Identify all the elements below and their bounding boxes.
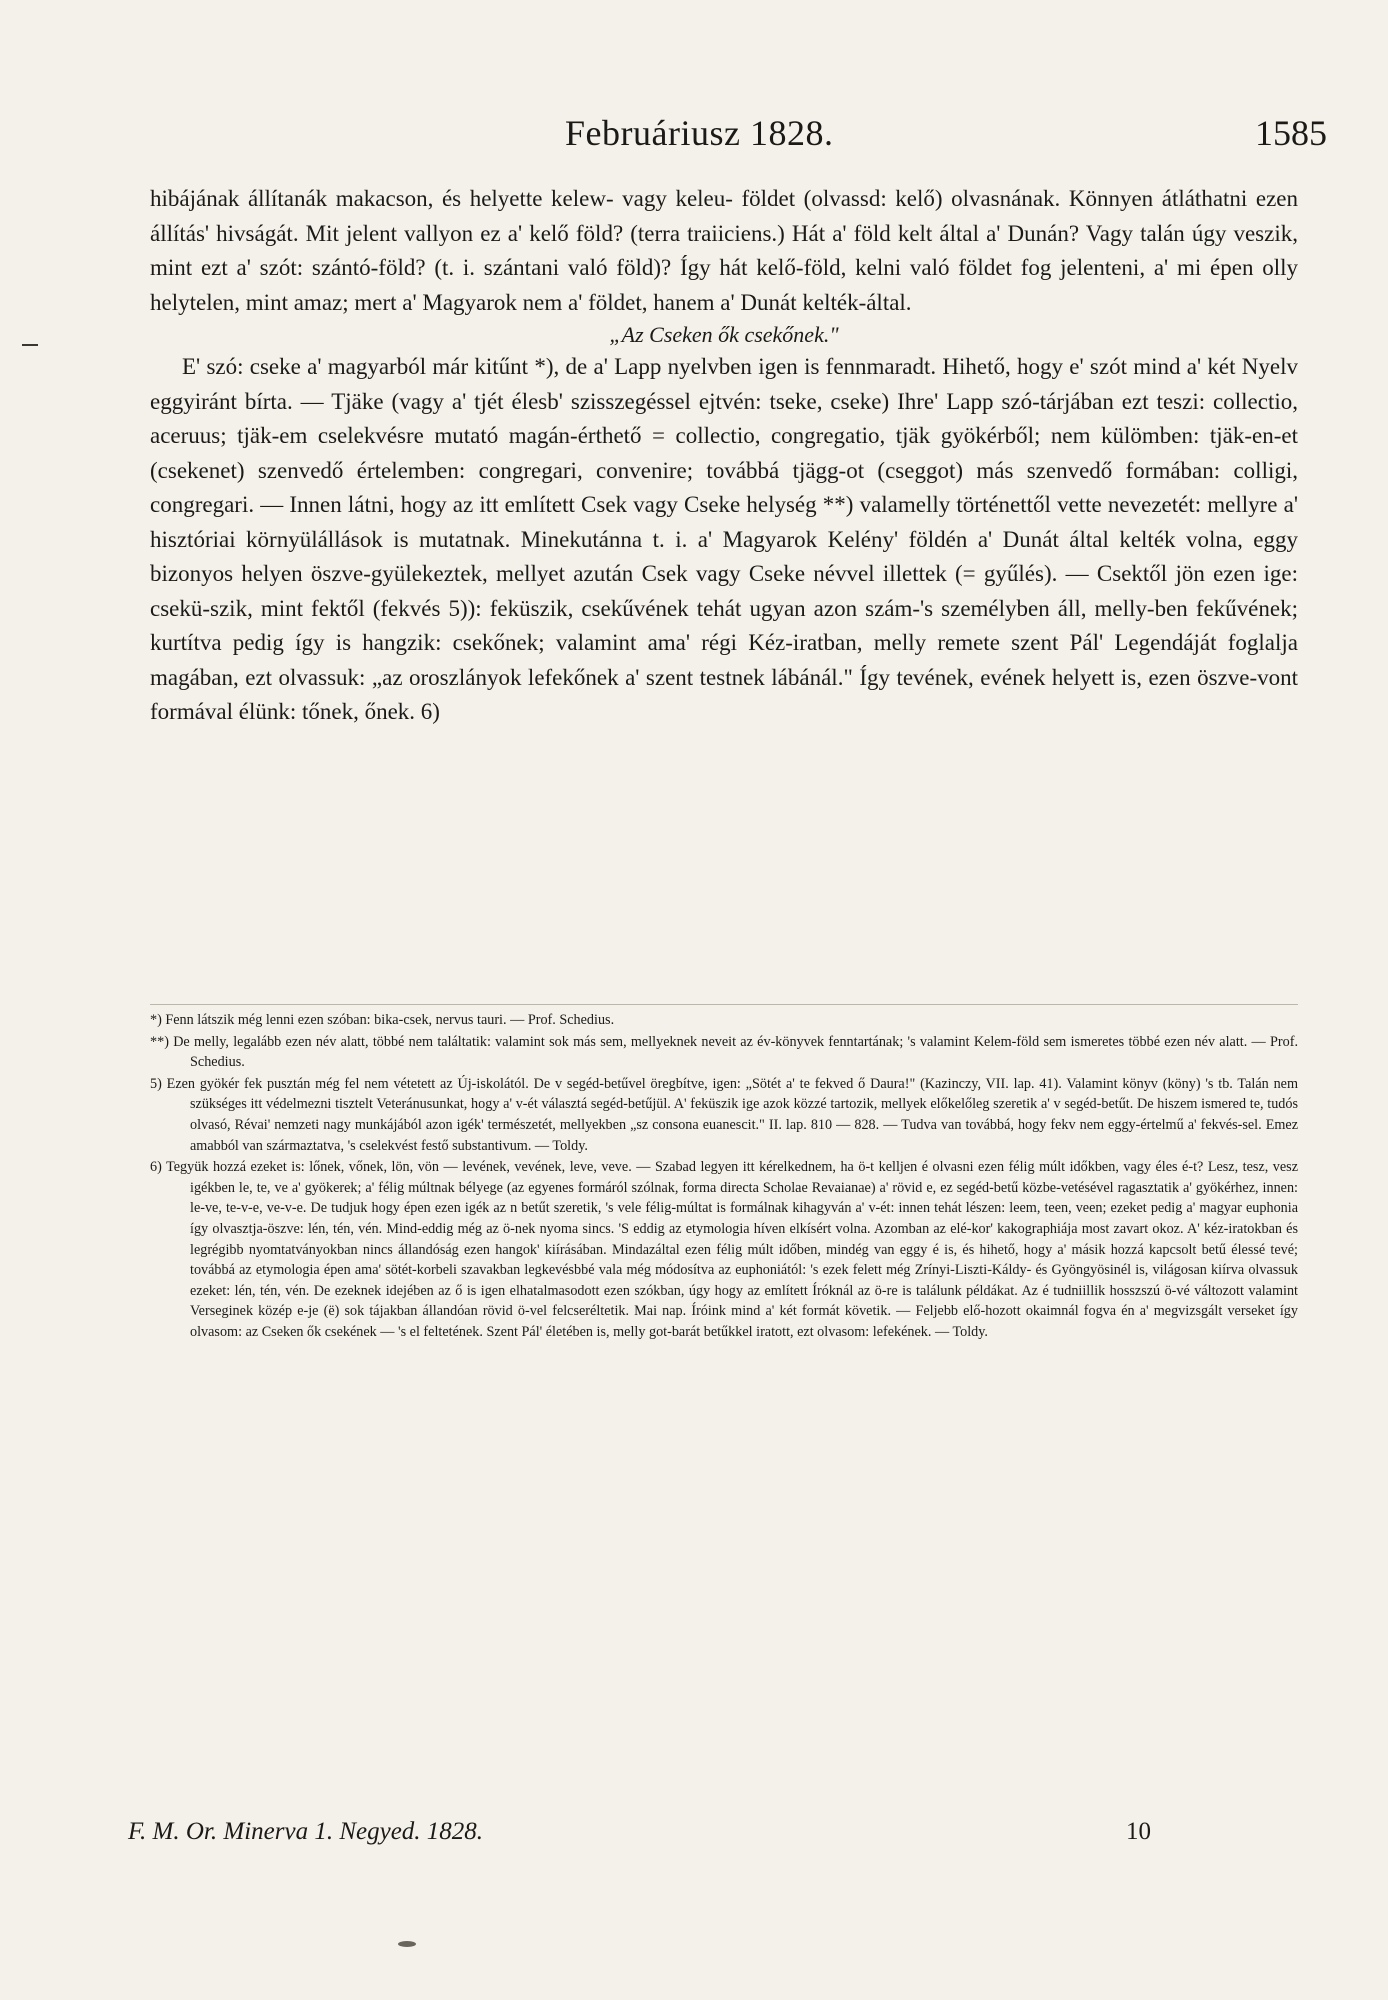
- paragraph-1: hibájának állítanák makacson, és helyette kelew- vagy keleu- földet (olvassd: kelő) olvasnának. Könnyen átláthatni ezen állítás' hivságát. Mit jelent vallyon ez a' kelő föld? (terra traiiciens.) Hát a' föld kelt által a' Dunán? Vagy talán úgy veszik, mint ezt a' szót: szántó-föld? (t. i. szántani való föld)? Így hát kelő-föld, kelni való földet fog jelenteni, a' mi épen olly helytelen, mint amaz; mert a' Magyarok nem a' földet, hanem a' Dunát kelték-által.: [150, 186, 1298, 315]
- footnotes: [150, 1010, 1298, 1344]
- page-title: Februáriusz 1828.: [565, 113, 834, 153]
- footnote-double-star: **) De melly, legalább ezen név alatt, többé nem találtatik: valamint sok más sem, mellyeknek neveit az év-könyvek fenntartának; 's valamint Kelem-föld sem ismeretes többé ezen név alatt. — Prof. Schedius.: [150, 1033, 1298, 1071]
- footnote-6: 6) Tegyük hozzá ezeket is: lőnek, vőnek, lön, vön — levének, vevének, leve, veve. — Szabad legyen itt kérelkednem, ha ö-t kelljen é olvasni ezen félig múlt időkben, vagy éles é-t? Lesz, tesz, vesz igékben le, te, ve a' gyökerek; a' félig múltnak bélyege (az egyenes formáról szólnak, forma directa Scholae Revaianae) a' rövid e, ez segéd-betű közbe-vetésével ragasztatik a' gyökérhez, innen: le-ve, te-v-e, ve-v-e. De tudjuk hogy épen ezen igék az n betűt szeretik, 's vele félig-múltat is formálnak kihagyván a' v-ét: innen tehát lészen: leem, teen, veen; ezeket pedig a' magyar euphonia így olvasztja-öszve: lén, tén, vén. Mind-eddig még az ö-nek nyoma sincs. 'S eddig az etymologia híven elkísért volna. Azomban az elé-kor' kakographiája most zavart okoz. A' kéz-iratokban és legrégibb nyomtatványokban nincs állandóság ezen hangok' kiírásában. Mindazáltal ezen félig múlt időben, mindég van eggy é is, és hihető, hogy a' másik hozzá kapcsolt betű élessé tevé; továbbá az etymologia épen ama' sötét-korbeli szavakban legkevésbbé vala még módosítva az euphoniától: 's ezek felett még Zrínyi-Liszti-Káldy- és Gyöngyösinél is, világosan kiírva olvassuk ezeket: lén, tén, vén. De ezeknek idejében az ő is igen elhatalmasodott ezen szókban, úgy hogy az említett Íróknál az ö-re is találunk példákat. Az é tudniillik hosszszú ö-vé változott valamint Verseginek közép e-je (ë) sok tájakban állandóan rövid ö-vel felcseréltetik. Mai nap. Íróink mind a' két formát követik. — Feljebb elő-hozott okaimnál fogva én a' megvizsgált verseket így olvasom: az Cseken ők csekének — 's el feltetének. Szent Pál' életében is, melly got-barát betűkkel iratott, ezt olvasom: lefekének. — Toldy.: [150, 1159, 1298, 1340]
- ornament-icon: [396, 1940, 418, 1948]
- footnote-5: 5) Ezen gyökér fek pusztán még fel nem vétetett az Új-iskolától. De v segéd-betűvel öregbítve, igen: „Sötét a' te fekved ő Daura!" (Kazinczy, VII. lap. 41). Valamint könyv (köny) 's tb. Talán nem szükséges itt védelmezni tisztelt Veteránusunkat, hogy a' v-ét választá segéd-betűjül. A' feküszik ige azok közzé tartozik, mellyek előkelőleg szeretik a' v segéd-betűt. De hiszem ismered te, tudós olvasó, Révai' nemzeti nagy munkájából azon igék' természetét, mellyekben „sz consona euanescit." II. lap. 810 — 828. — Tudva van továbbá, hogy fekv nem eggy-értelmű a' fekvés-sel. Emez amabból van származtatva, 's cselekvést festő substantivum. — Toldy.: [150, 1075, 1298, 1154]
- footnote-star: *) Fenn látszik még lenni ezen szóban: bika-csek, nervus tauri. — Prof. Schedius.: [150, 1012, 615, 1028]
- main-text: [150, 182, 1298, 730]
- margin-mark: [22, 344, 38, 346]
- page-number: 1585: [1255, 113, 1327, 153]
- page-footer: [0, 1818, 1388, 1852]
- paragraph-2: E' szó: cseke a' magyarból már kitűnt *), de a' Lapp nyelvben igen is fennmaradt. Hihető, hogy e' szót mind a' két Nyelv eggyiránt bírta. — Tjäke (vagy a' tjét élesb' szisszegéssel ejtvén: tseke, cseke) Ihre' Lapp szó-tárjában ezt teszi: collectio, aceruus; tjäk-em cselekvésre mutató magán-érthető = collectio, congregatio, tjäk gyökérből; nem külömben: tjäk-en-et (csekenet) szenvedő értelemben: congregari, convenire; továbbá tjägg-ot (cseggot) más szenvedő formában: colligi, congregari. — Innen látni, hogy az itt említett Csek vagy Cseke helység **) valamelly történettől vette nevezetét: mellyre a' hisztóriai környülállások is mutatnak. Minekutánna t. i. a' Magyarok Kelény' földén a' Dunát által kelték volna, eggy bizonyos helyen öszve-gyülekeztek, mellyet azután Csek vagy Cseke névvel illettek (= gyűlés). — Csektől jön ezen ige: csekü-szik, mint fektől (fekvés 5)): feküszik, csekűvének tehát ugyan azon szám-'s személyben áll, melly-ben fekűvének; kurtítva pedig így is hangzik: csekőnek; valamint ama' régi Kéz-iratban, melly remete szent Pál' Legendáját foglalja magában, ezt olvassuk: „az oroszlányok lefekőnek a' szent testnek lábánál." Így tevének, evének helyett is, ezen öszve-vont formával élünk: tőnek, őnek. 6): [150, 354, 1298, 724]
- page-header: [0, 112, 1388, 162]
- footnote-divider: [150, 1004, 1298, 1005]
- sheet-number: 10: [1126, 1818, 1151, 1845]
- printer-signature: F. M. Or. Minerva 1. Negyed. 1828.: [128, 1818, 484, 1845]
- section-heading: „Az Cseken ők csekőnek.": [609, 322, 839, 347]
